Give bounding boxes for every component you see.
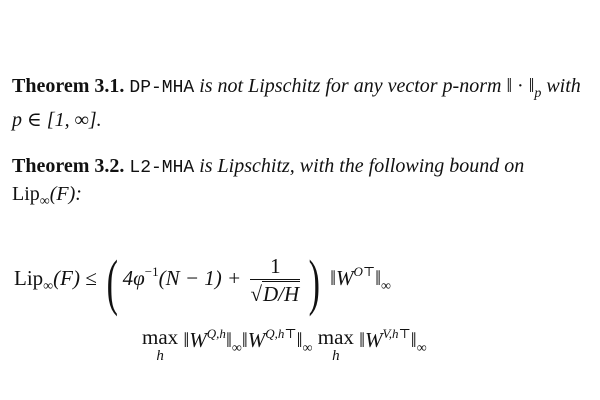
theorem-3-2-label: Theorem 3.2. — [12, 155, 125, 177]
lip-sub: ∞ — [39, 194, 50, 209]
eq-term-rest: (N − 1) + — [158, 266, 242, 290]
sqrt-arg: D/H — [263, 281, 300, 306]
max-operator-1: max h — [142, 325, 179, 364]
eq-lhs-arg: (F) ≤ — [53, 266, 97, 290]
norm-wq2-close: ‖ — [296, 328, 303, 352]
equation-line-2 — [142, 326, 427, 364]
norm-wv-close: ‖ — [410, 328, 417, 352]
norm-wo-open: ‖W — [330, 266, 354, 290]
norm-wv-sup: V,h⊤ — [382, 326, 411, 341]
norm-wo-sub: ∞ — [381, 279, 391, 294]
lip-arg: (F): — [49, 183, 82, 205]
sqrt-symbol: √ — [250, 281, 262, 306]
norm-wq2-sup: Q,h⊤ — [265, 326, 297, 341]
theorem-3-1 — [12, 73, 592, 133]
theorem-3-1-with: with — [546, 75, 581, 97]
fraction — [250, 255, 300, 306]
eq-lip: Lip — [14, 266, 44, 290]
norm-wq1-sub: ∞ — [231, 341, 242, 356]
l2-mha-name: L2-MHA — [129, 158, 195, 178]
norm-wq1-close: ‖ — [225, 328, 232, 352]
theorem-3-2 — [12, 153, 592, 215]
max-operator-2: max h — [317, 325, 354, 364]
eq-term-sup: −1 — [144, 264, 159, 279]
p-range: p ∈ [1, ∞]. — [12, 109, 102, 131]
eq-term: 4φ — [122, 266, 145, 290]
theorem-3-1-label: Theorem 3.1. — [12, 75, 125, 97]
norm-wq1-sup: Q,h — [206, 326, 226, 341]
left-paren: ( — [106, 249, 119, 317]
equation-line-1 — [14, 249, 391, 317]
theorem-3-1-text: is not Lipschitz for any vector p-norm — [199, 75, 502, 97]
p-norm-sub: p — [534, 86, 542, 101]
theorem-3-2-text: is Lipschitz, with the following bound on — [199, 155, 525, 177]
norm-wq1: ‖W — [183, 328, 207, 352]
lip-op: Lip — [12, 183, 40, 205]
right-paren: ) — [308, 249, 321, 317]
fraction-numerator: 1 — [270, 253, 281, 278]
norm-wq2: ‖W — [241, 328, 266, 352]
norm-wv: ‖W — [359, 328, 383, 352]
norm-wq2-sub: ∞ — [302, 341, 313, 356]
norm-wo-close: ‖ — [375, 266, 381, 290]
norm-wv-sub: ∞ — [416, 341, 427, 356]
p-norm-expr: ‖ · ‖ — [506, 75, 535, 97]
norm-wo-sup: O⊤ — [353, 264, 376, 279]
dp-mha-name: DP-MHA — [129, 78, 195, 98]
fraction-denominator — [250, 279, 300, 306]
eq-lip-sub: ∞ — [43, 279, 54, 294]
